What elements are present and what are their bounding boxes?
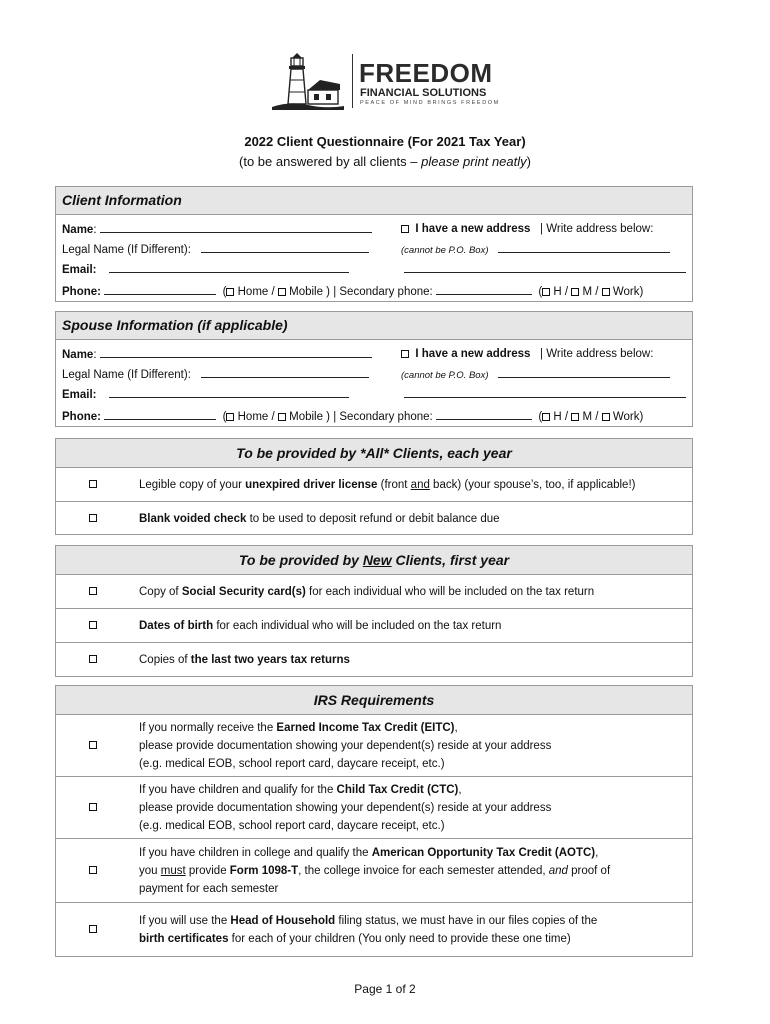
checklist-row — [56, 715, 692, 777]
client-new-address-row: I have a new address | Write address below: — [401, 222, 653, 236]
page-subtitle: (to be answered by all clients – please print neatly) — [239, 154, 531, 169]
checklist-row — [56, 643, 692, 677]
checklist-row — [56, 468, 692, 502]
voided-check-text: Blank voided check to be used to deposit refund or debit balance due — [139, 512, 500, 525]
spouse-secondary-work-checkbox[interactable] — [602, 413, 610, 421]
checklist-row — [56, 609, 692, 643]
aotc-text: If you have children in college and qualify the American Opportunity Tax Credit (AOTC), you must provide Form 1098-T, the college invoice for each semester attended, and proof of payment for each semester — [139, 846, 611, 895]
client-new-address-checkbox[interactable] — [401, 225, 409, 233]
spouse-phone-field[interactable] — [104, 409, 216, 420]
company-logo — [270, 52, 510, 112]
new-clients-section — [55, 545, 693, 677]
client-info-section — [55, 186, 693, 302]
client-secondary-work-checkbox[interactable] — [602, 288, 610, 296]
logo-tagline: PEACE OF MIND BRINGS FREEDOM — [360, 100, 500, 106]
driver-license-text: Legible copy of your unexpired driver license (front and back) (your spouse’s, too, if applicable!) — [139, 478, 636, 491]
spouse-home-checkbox[interactable] — [226, 413, 234, 421]
client-address-row1: (cannot be P.O. Box) — [401, 242, 670, 258]
client-email-field[interactable] — [109, 262, 349, 273]
client-address-field-2[interactable] — [404, 262, 686, 273]
checklist-row — [56, 575, 692, 609]
logo-subtitle: FINANCIAL SOLUTIONS — [360, 87, 487, 99]
client-address-row2 — [404, 262, 686, 277]
spouse-name-row: Name: — [62, 347, 372, 362]
spouse-info-section — [55, 311, 693, 427]
client-address-field-1[interactable] — [498, 242, 670, 253]
spouse-secondary-m-checkbox[interactable] — [571, 413, 579, 421]
spouse-address-row1: (cannot be P.O. Box) — [401, 367, 670, 383]
client-mobile-checkbox[interactable] — [278, 288, 286, 296]
spouse-new-address-checkbox[interactable] — [401, 350, 409, 358]
spouse-new-address-row: I have a new address | Write address below: — [401, 347, 653, 361]
hoh-checkbox[interactable] — [89, 925, 97, 933]
client-name-field[interactable] — [100, 222, 372, 233]
spouse-secondary-h-checkbox[interactable] — [542, 413, 550, 421]
spouse-name-field[interactable] — [100, 347, 372, 358]
checklist-row — [56, 502, 692, 535]
all-clients-heading: To be provided by *All* Clients, each year — [56, 439, 692, 468]
aotc-checkbox[interactable] — [89, 866, 97, 874]
page-number: Page 1 of 2 — [354, 982, 416, 996]
eitc-text: If you normally receive the Earned Income Tax Credit (EITC), please provide documentation showing your dependent(s) reside at your address (e.g. medical EOB, school report card, daycare receipt, etc.) — [139, 721, 552, 770]
logo-name: FREEDOM — [359, 58, 493, 88]
client-info-heading: Client Information — [56, 187, 692, 215]
client-phone-row: Phone: ( Home / Mobile ) | Secondary phone: ( H / M / Work) — [62, 286, 644, 298]
prior-returns-text: Copies of the last two years tax returns — [139, 654, 350, 666]
driver-license-checkbox[interactable] — [89, 480, 97, 488]
voided-check-checkbox[interactable] — [89, 514, 97, 522]
spouse-phone-row: Phone: ( Home / Mobile ) | Secondary phone: ( H / M / Work) — [62, 411, 644, 423]
ctc-text: If you have children and qualify for the Child Tax Credit (CTC), please provide documentation showing your dependent(s) reside at your address (e.g. medical EOB, school report card, daycare receipt, etc.) — [139, 783, 552, 832]
checklist-row — [56, 903, 692, 957]
irs-requirements-section — [55, 685, 693, 957]
checklist-row — [56, 777, 692, 839]
client-legal-name-row: Legal Name (If Different): — [62, 242, 369, 257]
checklist-row — [56, 839, 692, 903]
client-secondary-h-checkbox[interactable] — [542, 288, 550, 296]
spouse-mobile-checkbox[interactable] — [278, 413, 286, 421]
ss-card-text: Copy of Social Security card(s) for each individual who will be included on the tax return — [139, 585, 595, 598]
ss-card-checkbox[interactable] — [89, 587, 97, 595]
client-secondary-m-checkbox[interactable] — [571, 288, 579, 296]
logo-divider — [352, 54, 353, 108]
eitc-checkbox[interactable] — [89, 741, 97, 749]
dates-of-birth-text: Dates of birth for each individual who will be included on the tax return — [139, 619, 502, 632]
new-clients-heading: To be provided by New Clients, first year — [56, 546, 692, 575]
client-legal-name-field[interactable] — [201, 242, 369, 253]
client-email-row: Email: — [62, 262, 349, 277]
dates-of-birth-checkbox[interactable] — [89, 621, 97, 629]
page-title: 2022 Client Questionnaire (For 2021 Tax Year) — [244, 134, 526, 149]
spouse-legal-name-row: Legal Name (If Different): — [62, 367, 369, 382]
spouse-address-row2 — [404, 387, 686, 402]
client-home-checkbox[interactable] — [226, 288, 234, 296]
all-clients-section — [55, 438, 693, 535]
spouse-address-field-1[interactable] — [498, 367, 670, 378]
irs-requirements-heading: IRS Requirements — [56, 686, 692, 715]
client-phone-field[interactable] — [104, 284, 216, 295]
spouse-email-field[interactable] — [109, 387, 349, 398]
spouse-legal-name-field[interactable] — [201, 367, 369, 378]
spouse-address-field-2[interactable] — [404, 387, 686, 398]
prior-returns-checkbox[interactable] — [89, 655, 97, 663]
client-name-row: Name: — [62, 222, 372, 237]
spouse-email-row: Email: — [62, 387, 349, 402]
hoh-text: If you will use the Head of Household filing status, we must have in our files copies of the birth certificates for each of your children (You only need to provide these one time) — [139, 915, 598, 945]
client-secondary-phone-field[interactable] — [436, 284, 532, 295]
lighthouse-icon — [270, 52, 346, 110]
ctc-checkbox[interactable] — [89, 803, 97, 811]
spouse-secondary-phone-field[interactable] — [436, 409, 532, 420]
spouse-info-heading: Spouse Information (if applicable) — [56, 312, 692, 340]
